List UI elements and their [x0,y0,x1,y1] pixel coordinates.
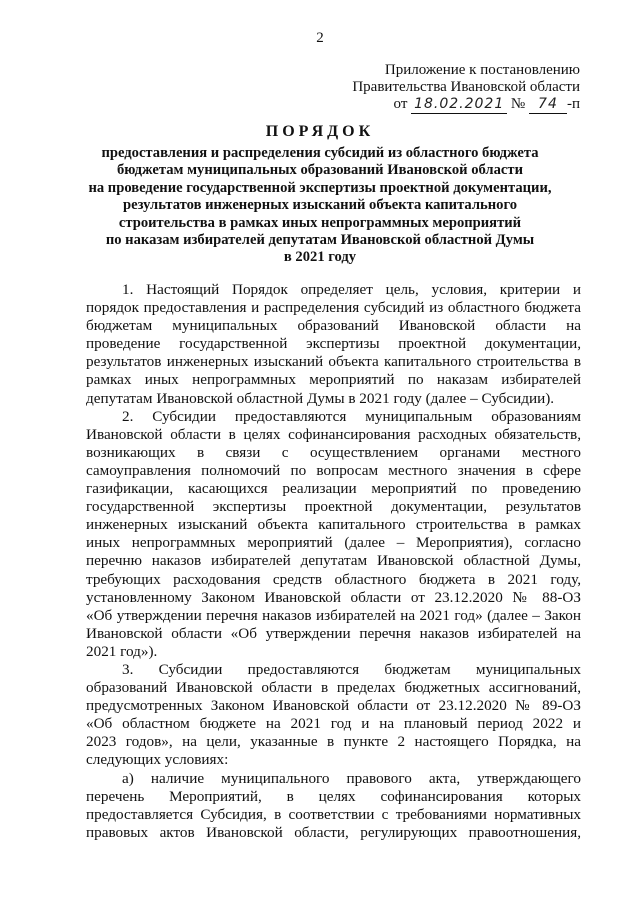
body-line: депутатам Ивановской областной Думы в 2021 году (далее – Субсидии). [86,389,555,407]
appendix-line-1: Приложение к постановлению [384,62,580,78]
body-line: предусмотренных Законом Ивановской области от 23.12.2020 № 89-ОЗ [86,697,581,715]
subtitle-line: бюджетам муниципальных образований Ивановской области [117,162,523,179]
body-line: возникающих в связи с осуществлением органами местного [86,443,581,461]
body-line: порядок предоставления и распределения субсидий из областного бюджета [86,299,581,317]
body-line: а) наличие муниципального правового акта, утверждающего [122,769,581,787]
appendix-line-3 [340,96,580,114]
handwritten-date: 18.02.2021 [411,96,507,114]
subtitle-line: строительства в рамках иных непрограммных мероприятий [118,214,522,231]
body-line: 1. Настоящий Порядок определяет цель, условия, критерии и [122,281,581,298]
body-line: предоставляется Субсидия, в соответствии с требованиями нормативных [86,805,581,823]
body-line: рамках иных непрограммных мероприятий по наказам избирателей [86,371,581,389]
body-line: газификации, касающихся реализации мероприятий по проведению [86,480,581,498]
appendix-ot: от [393,96,408,112]
body-line: Ивановской области в целях софинансирования расходных обязательств, [86,425,581,443]
number-suffix: -п [566,96,580,112]
body-line: 3. Субсидии предоставляются бюджетам муниципальных [122,660,581,678]
body-line: проведение государственной экспертизы проектной документации, [86,335,581,353]
document-title: ПОРЯДОК [265,123,375,140]
body-line: требующих расходования средств областного бюджета в 2021 году, [86,570,581,588]
body-line: результатов инженерных изысканий объекта капитального строительства в [86,353,581,371]
body-line: государственной экспертизы проектной документации, результатов [86,498,581,516]
body-line: «Об областном бюджете на 2021 год и на плановый период 2022 и [86,715,581,733]
body-line: Ивановской области «Об утверждении перечня наказов избирателей на [86,624,581,642]
subtitle-line: в 2021 году [283,249,357,266]
body-line: 2021 год»). [86,642,158,660]
body-line: иных непрограммных мероприятий (далее – Мероприятия), согласно [86,534,581,552]
subtitle-line: предоставления и распределения субсидий из областного бюджета [101,145,539,161]
number-sign: № [510,96,526,112]
body-line: самоуправления полномочий по вопросам местного значения в сфере [86,461,581,479]
document-body [86,281,581,842]
subtitle-line: результатов инженерных изысканий объекта капитального [122,197,518,214]
page-number: 2 [316,30,324,46]
body-line: установленному Законом Ивановской области от 23.12.2020 № 88-ОЗ [86,588,581,606]
handwritten-number: 74 [529,96,567,114]
body-line: инженерных изысканий объекта капитального строительства в рамках [86,516,581,534]
subtitle-line: по наказам избирателей депутатам Ивановской областной Думы [105,232,535,249]
document-subtitle [80,145,560,267]
appendix-header [340,62,580,114]
body-line: «Об утверждении перечня наказов избирателей на 2021 год» (далее – Закон [86,606,581,624]
body-line: следующих условиях: [86,751,229,769]
subtitle-line: на проведение государственной экспертизы проектной документации, [88,179,552,196]
body-line: бюджетам муниципальных образований Ивановской области на [86,317,581,335]
body-line: 2023 годов», на цели, указанные в пункте 2 настоящего Порядка, на [86,733,581,751]
body-line: правовых актов Ивановской области, регулирующих правоотношения, [86,823,581,841]
body-line: перечень Мероприятий, в целях софинансирования которых [86,787,581,805]
appendix-line-2: Правительства Ивановской области [352,79,580,95]
body-line: образований Ивановской области в пределах бюджетных ассигнований, [86,679,581,697]
body-line: перечню наказов избирателей депутатам Ивановской областной Думы, [86,552,581,570]
body-line: 2. Субсидии предоставляются муниципальным образованиям [122,407,581,425]
